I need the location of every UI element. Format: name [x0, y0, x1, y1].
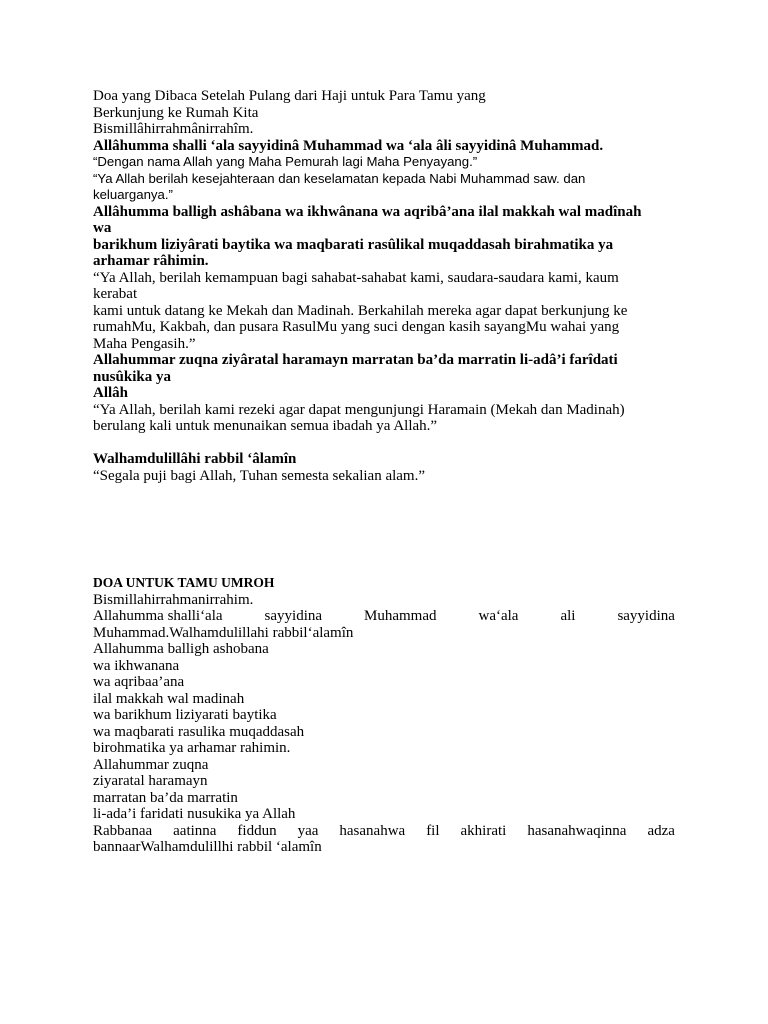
umroh-rabbana-word: fiddun: [237, 822, 277, 839]
doa-1-arabic-line-1: Allâhumma balligh ashâbana wa ikhwânana wa aqribâ’ana ilal makkah wal madînah: [93, 203, 642, 220]
umroh-rabbana-word: fil: [426, 822, 440, 839]
basmalah-translation: “Dengan nama Allah yang Maha Pemurah lagi Maha Penyayang.”: [93, 154, 478, 169]
umroh-doa-line: Allahumma balligh ashobana: [93, 641, 269, 657]
umroh-shalawat-word: Allahumma shalli‘ala: [93, 608, 223, 624]
doa-1-translation-line-1: “Ya Allah, berilah kemampuan bagi sahabat-sahabat kami, saudara-saudara kami, kaum: [93, 269, 619, 286]
umroh-rabbana-word: hasanahwa: [339, 822, 406, 839]
umroh-shalawat-word: sayyidina: [617, 608, 675, 624]
umroh-shalawat-word: sayyidina: [264, 608, 323, 624]
shalawat-arabic: Allâhumma shalli ‘ala sayyidinâ Muhammad wa ‘ala âli sayyidinâ Muhammad.: [93, 137, 604, 154]
umroh-shalawat-line-2: Muhammad.Walhamdulillahi rabbil‘alamîn: [93, 624, 354, 641]
paragraph-spacer: [93, 435, 678, 452]
doa-1-translation-line-2: kerabat: [93, 286, 138, 302]
hamdalah-arabic: Walhamdulillâhi rabbil ‘âlamîn: [93, 451, 297, 467]
umroh-basmalah: Bismillahirrahmanirrahim.: [93, 591, 254, 608]
shalawat-translation-line-1: “Ya Allah berilah kesejahteraan dan keselamatan kepada Nabi Muhammad saw. dan: [93, 170, 586, 186]
doa-1-arabic-line-3: barikhum liziyârati baytika wa maqbarati rasûlikal muqaddasah birahmatika ya: [93, 236, 614, 253]
umroh-doa-line: birohmatika ya arhamar rahimin.: [93, 740, 291, 756]
umroh-rabbana-word: akhirati: [460, 822, 507, 839]
basmalah-text: Bismillâhirrahmânirrahîm.: [93, 121, 254, 137]
umroh-rabbana-word: Rabbanaa: [93, 822, 153, 839]
doa-2-arabic-line-2: nusûkika ya: [93, 368, 171, 385]
doa-1-arabic-line-2: wa: [93, 220, 112, 236]
doa-1-translation-line-4: rumahMu, Kakbah, dan pusara RasulMu yang suci dengan kasih sayangMu wahai yang: [93, 319, 620, 335]
doa-1-translation-line-3: kami untuk datang ke Mekah dan Madinah. Berkahilah mereka agar dapat berkunjung ke: [93, 302, 628, 319]
doc-title-line-1: Doa yang Dibaca Setelah Pulang dari Haji untuk Para Tamu yang: [93, 88, 486, 104]
umroh-shalawat-word: ali: [560, 608, 576, 624]
umroh-doa-line: ziyaratal haramayn: [93, 773, 208, 789]
doa-2-translation-line-2: berulang kali untuk menunaikan semua ibadah ya Allah.”: [93, 418, 438, 434]
umroh-doa-line: wa aqribaa’ana: [93, 674, 185, 690]
hamdalah-translation: “Segala puji bagi Allah, Tuhan semesta sekalian alam.”: [93, 467, 426, 484]
umroh-shalawat-word: Muhammad: [364, 608, 437, 624]
umroh-doa-line: wa ikhwanana: [93, 657, 180, 674]
doa-2-arabic-line-1: Allahummar zuqna ziyâratal haramayn marratan ba’da marratin li-adâ’i farîdati: [93, 352, 618, 368]
umroh-rabbana-word: hasanahwaqinna: [527, 822, 627, 839]
umroh-doa-line: li-ada’i faridati nusukika ya Allah: [93, 806, 296, 822]
umroh-doa-line: Allahummar zuqna: [93, 756, 209, 773]
umroh-doa-line: ilal makkah wal madinah: [93, 690, 245, 707]
umroh-doa-line: wa maqbarati rasulika muqaddasah: [93, 723, 305, 740]
doa-2-translation-line-1: “Ya Allah, berilah kami rezeki agar dapat mengunjungi Haramain (Mekah dan Madinah): [93, 401, 625, 418]
doa-umroh-section: [93, 575, 675, 856]
umroh-rabbana-word: aatinna: [173, 822, 217, 839]
umroh-shalawat-word: wa‘ala: [478, 608, 519, 624]
doa-2-arabic-line-3: Allâh: [93, 385, 129, 401]
umroh-rabbana-word: yaa: [297, 822, 319, 839]
umroh-heading: DOA UNTUK TAMU UMROH: [93, 575, 275, 590]
doc-title-line-2: Berkunjung ke Rumah Kita: [93, 104, 259, 121]
umroh-rabbana-line-2: bannaarWalhamdulillhi rabbil ‘alamîn: [93, 839, 322, 855]
umroh-shalawat-line-1: [93, 608, 675, 625]
shalawat-translation-line-2: keluarganya.”: [93, 187, 173, 202]
umroh-doa-line: marratan ba’da marratin: [93, 789, 238, 806]
doa-haji-section: [93, 88, 678, 484]
umroh-doa-line: wa barikhum liziyarati baytika: [93, 707, 277, 723]
doa-1-arabic-line-4: arhamar râhimin.: [93, 253, 209, 269]
umroh-rabbana-word: adza: [647, 822, 675, 839]
doa-1-translation-line-5: Maha Pengasih.”: [93, 335, 196, 352]
umroh-rabbana-line-1: [93, 823, 675, 840]
